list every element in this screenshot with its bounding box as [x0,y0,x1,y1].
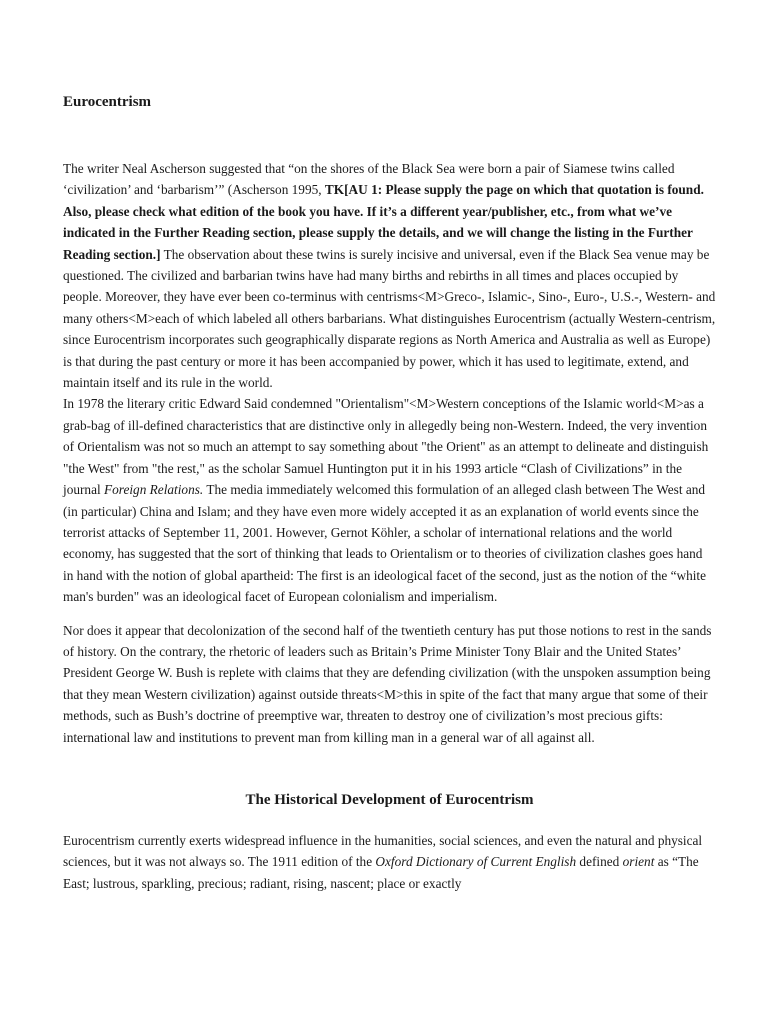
paragraph-4 [63,830,716,894]
paragraph-4-text-b: defined [576,854,623,870]
journal-title: Foreign Relations. [104,482,204,498]
paragraph-2-text-b: The media immediately welcomed this formulation of an alleged clash between The West and (in particular) China and Islam; and they have even more widely accepted it as an explanation of world events since the terrorist attacks of September 11, 2001. However, Gernot Köhler, a scholar of international relations and the world economy, has suggested that the sort of thinking that leads to Orientalism or to theories of civilization clashes goes hand in hand with the notion of global apartheid: The first is an ideological facet of the second, just as the notion of the “white man's burden" was an ideological facet of European colonialism and imperialism. [63,482,707,605]
paragraph-4-text-c: as “The East; lustrous, sparkling, precious; radiant, rising, nascent; place or exactly [63,854,699,891]
paragraph-1-text-b: The observation about these twins is surely incisive and universal, even if the Black Sea venue may be questioned. The civilized and barbarian twins have had many births and rebirths in all times and places occupied by people. Moreover, they have ever been co-terminus with centrisms<M>Greco-, Islamic-, Sino-, Euro-, U.S.-, Western- and many others<M>each of which labeled all others barbarians. What distinguishes Eurocentrism (actually Western-centrism, since Eurocentrism incorporates such geographically disparate regions as North America and Australia as well as Europe) is that during the past century or more it has been accompanied by power, which it has used to legitimate, extend, and maintain itself and its rule in the world. [63,246,716,391]
paragraph-4-text-a: Eurocentrism currently exerts widespread influence in the humanities, social sciences, and even the natural and physical sciences, but it was not always so. The 1911 edition of the [63,832,703,870]
paragraph-2-text-a: In 1978 the literary critic Edward Said condemned "Orientalism"<M>Western conceptions of the Islamic world<M>as a grab-bag of ill-defined characteristics that are distinctive only in allegedly being non-Western. Indeed, the very invention of Orientalism was not so much an attempt to say something about "the Orient" as an attempt to delineate and distinguish "the West" from "the rest," as the scholar Samuel Huntington put it in his 1993 article “Clash of Civilizations” in the journal [63,396,709,498]
dictionary-title: Oxford Dictionary of Current English [375,854,577,870]
document-title: Eurocentrism [63,94,152,110]
editor-query-note: TK[AU 1: Please supply the page on which that quotation is found. Also, please check what edition of the book you have. If it’s a different year/publisher, etc., from what we’ve indicated in the Further Reading section, please supply the details, and we will change the listing in the Further Reading section.] [63,182,704,262]
section-heading: The Historical Development of Eurocentrism [245,791,534,808]
paragraph-1 [63,158,716,393]
defined-word: orient [622,854,655,870]
paragraph-3: Nor does it appear that decolonization of the second half of the twentieth century has put those notions to rest in the sands of history. On the contrary, the rhetoric of leaders such as Britain’s Prime Minister Tony Blair and the United States’ President George W. Bush is replete with claims that they are defending civilization (with the unspoken assumption being that they mean Western civilization) against outside threats<M>this in spite of the fact that many argue that some of their methods, such as Bush’s doctrine of preemptive war, threaten to destroy one of civilization’s most precious gifts: international law and institutions to prevent man from killing man in a general war of all against all. [63,622,712,745]
paragraph-2 [63,393,716,607]
paragraph-1-text-a: The writer Neal Ascherson suggested that “on the shores of the Black Sea were born a pair of Siamese twins called ‘civilization’ and ‘barbarism’” (Ascherson 1995, [63,161,675,198]
